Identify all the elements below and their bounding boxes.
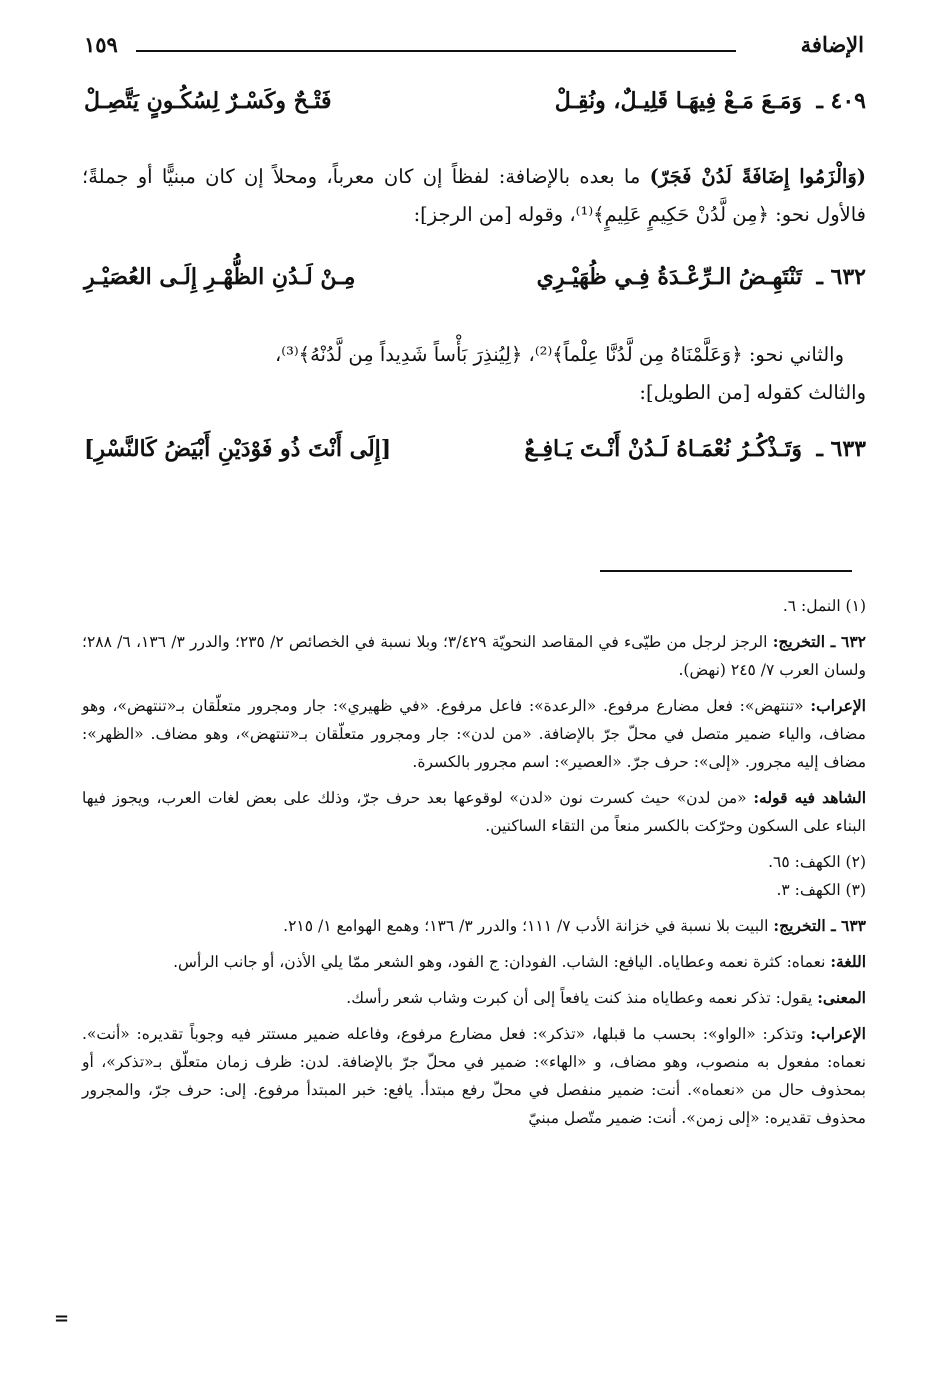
verse-second-hemistich: مِـنْ لَـدُنِ الظُّهْـرِ إِلَـى العُصَيْـرِ	[84, 264, 356, 290]
commentary-paragraph-2	[82, 336, 866, 412]
page-header	[84, 30, 864, 70]
verse-632	[84, 264, 866, 308]
page-number: ١٥٩	[84, 32, 118, 57]
verse-second-hemistich: [إِلَى أَنْتَ ذُو فَوْدَيْنِ أَبْيَضُ كَالنَّسْرِ]	[84, 436, 392, 462]
footnote: (٢) الكهف: ٦٥.	[768, 853, 866, 871]
footnote-shahid: الشاهد فيه قوله: «من لدن» حيث كسرت نون «لدن» لوقوعها بعد حرف جرّ، وذلك على بعض لغات العرب، ويجوز فيها البناء على السكون وحرّكت بالكسر منعاً من التقاء الساكنين.	[82, 788, 867, 835]
verse-number: ٦٣٢ ـ	[816, 264, 866, 290]
verse-first-hemistich: تَنْتَهِـضُ الـرِّعْـدَةُ فِـي ظُهَيْـرِي	[536, 264, 802, 290]
commentary-paragraph-1	[82, 158, 866, 234]
footnote: (١) النمل: ٦.	[782, 597, 866, 615]
footnote-takhrij: ٦٣٢ ـ التخريج: الرجز لرجل من طيّىء في المقاصد النحويّة ٣/٤٢٩؛ وبلا نسبة في الخصائص ٢/ ٢٣٥؛ والدرر ٣/ ١٣٦، ٦/ ٢٨٨؛ ولسان العرب ٧/ ٢٤٥ (نهض).	[82, 632, 866, 679]
verse-second-hemistich: فَتْـحٌ وكَسْـرٌ لِسُكُـونٍ يَتَّصِـلْ	[84, 88, 332, 114]
footnote-irab: الإعراب: وتذكر: «الواو»: بحسب ما قبلها، «تذكر»: فعل مضارع مرفوع، وفاعله ضمير مستتر فيه وجوباً تقديره: «أنت». نعماه: مفعول به منصوب، وهو مضاف، و «الهاء»: ضمير في محلّ جرّ بالإضافة. لدن: ظرف زمان متعلّق بـ«تذكر»، أو بمحذوف حال من «نعماه». أنت: ضمير منفصل في محلّ رفع مبتدأ. يافع: خبر المبتدأ مرفوع. إلى: حرف جرّ، والمجرور محذوف تقديره: «إلى زمن». أنت: ضمير متّصل مبنيّ	[82, 1024, 866, 1127]
chapter-title: الإضافة	[800, 32, 864, 57]
footnote-lugha: اللغة: نعماه: كثرة نعمه وعطاياه. اليافع: الشاب. الفودان: ج الفود، وهو الشعر ممّا يلي الأذن، أو جانب الرأس.	[173, 952, 866, 971]
alfiya-verse	[84, 88, 866, 132]
footnote-irab: الإعراب: «تنتهض»: فعل مضارع مرفوع. «الرعدة»: فاعل مرفوع. «في ظهيري»: جار ومجرور متعلّقان بـ«تنتهض»، وهو مضاف، والياء ضمير متصل في محلّ جرّ بالإضافة. «من لدن»: جار ومجرور متعلّقان بـ«تنتهض»، وهو مضاف. «الظهر»: مضاف إليه مجرور. «إلى»: حرف جرّ. «العصير»: اسم مجرور بالكسرة.	[82, 696, 866, 771]
footnote: (٣) الكهف: ٣.	[776, 881, 866, 899]
verse-633	[84, 436, 866, 480]
verse-number: ٦٣٣ ـ	[816, 436, 866, 462]
verse-first-hemistich: وَتَـذْكُـرُ نُعْمَـاهُ لَـدُنْ أَنْـتَ يَـافِـعٌ	[524, 436, 802, 462]
commentary-text: ما بعده بالإضافة: لفظاً إن كان معرباً، ومحلاً إن كان مبنيًّا أو جملةً؛ فالأول نحو: ﴿مِن لَّدُنْ حَكِيمٍ عَلِيمٍ﴾⁽¹⁾، وقوله [من الرجز]:	[82, 165, 866, 226]
commentary-text: والثاني نحو: ﴿وَعَلَّمْنَاهُ مِن لَّدُنَّا عِلْماً﴾⁽²⁾، ﴿لِيُنذِرَ بَأْساً شَدِيداً مِن لَّدُنْهُ﴾⁽³⁾،	[274, 343, 844, 366]
footnote-separator	[600, 570, 852, 572]
footnotes	[82, 592, 866, 1132]
commentary-matn-quote: (وَالْزَمُوا إِضَافَةً لَدُنْ فَجَرّ)	[649, 165, 866, 188]
commentary-text: والثالث كقوله [من الطويل]:	[639, 381, 866, 404]
header-rule	[136, 50, 736, 52]
footnote-mana: المعنى: يقول: تذكر نعمه وعطاياه منذ كنت يافعاً إلى أن كبرت وشاب شعر رأسك.	[346, 988, 866, 1007]
footnote-takhrij: ٦٣٣ ـ التخريج: البيت بلا نسبة في خزانة الأدب ٧/ ١١١؛ والدرر ٣/ ١٣٦؛ وهمع الهوامع ١/ ٢١٥.	[283, 916, 866, 935]
continuation-mark: =	[54, 1308, 70, 1329]
verse-number: ٤٠٩ ـ	[816, 88, 866, 114]
verse-first-hemistich: وَمَـعَ مَـعْ فِيهَـا قَلِيـلٌ، ونُقِـلْ	[554, 88, 802, 114]
